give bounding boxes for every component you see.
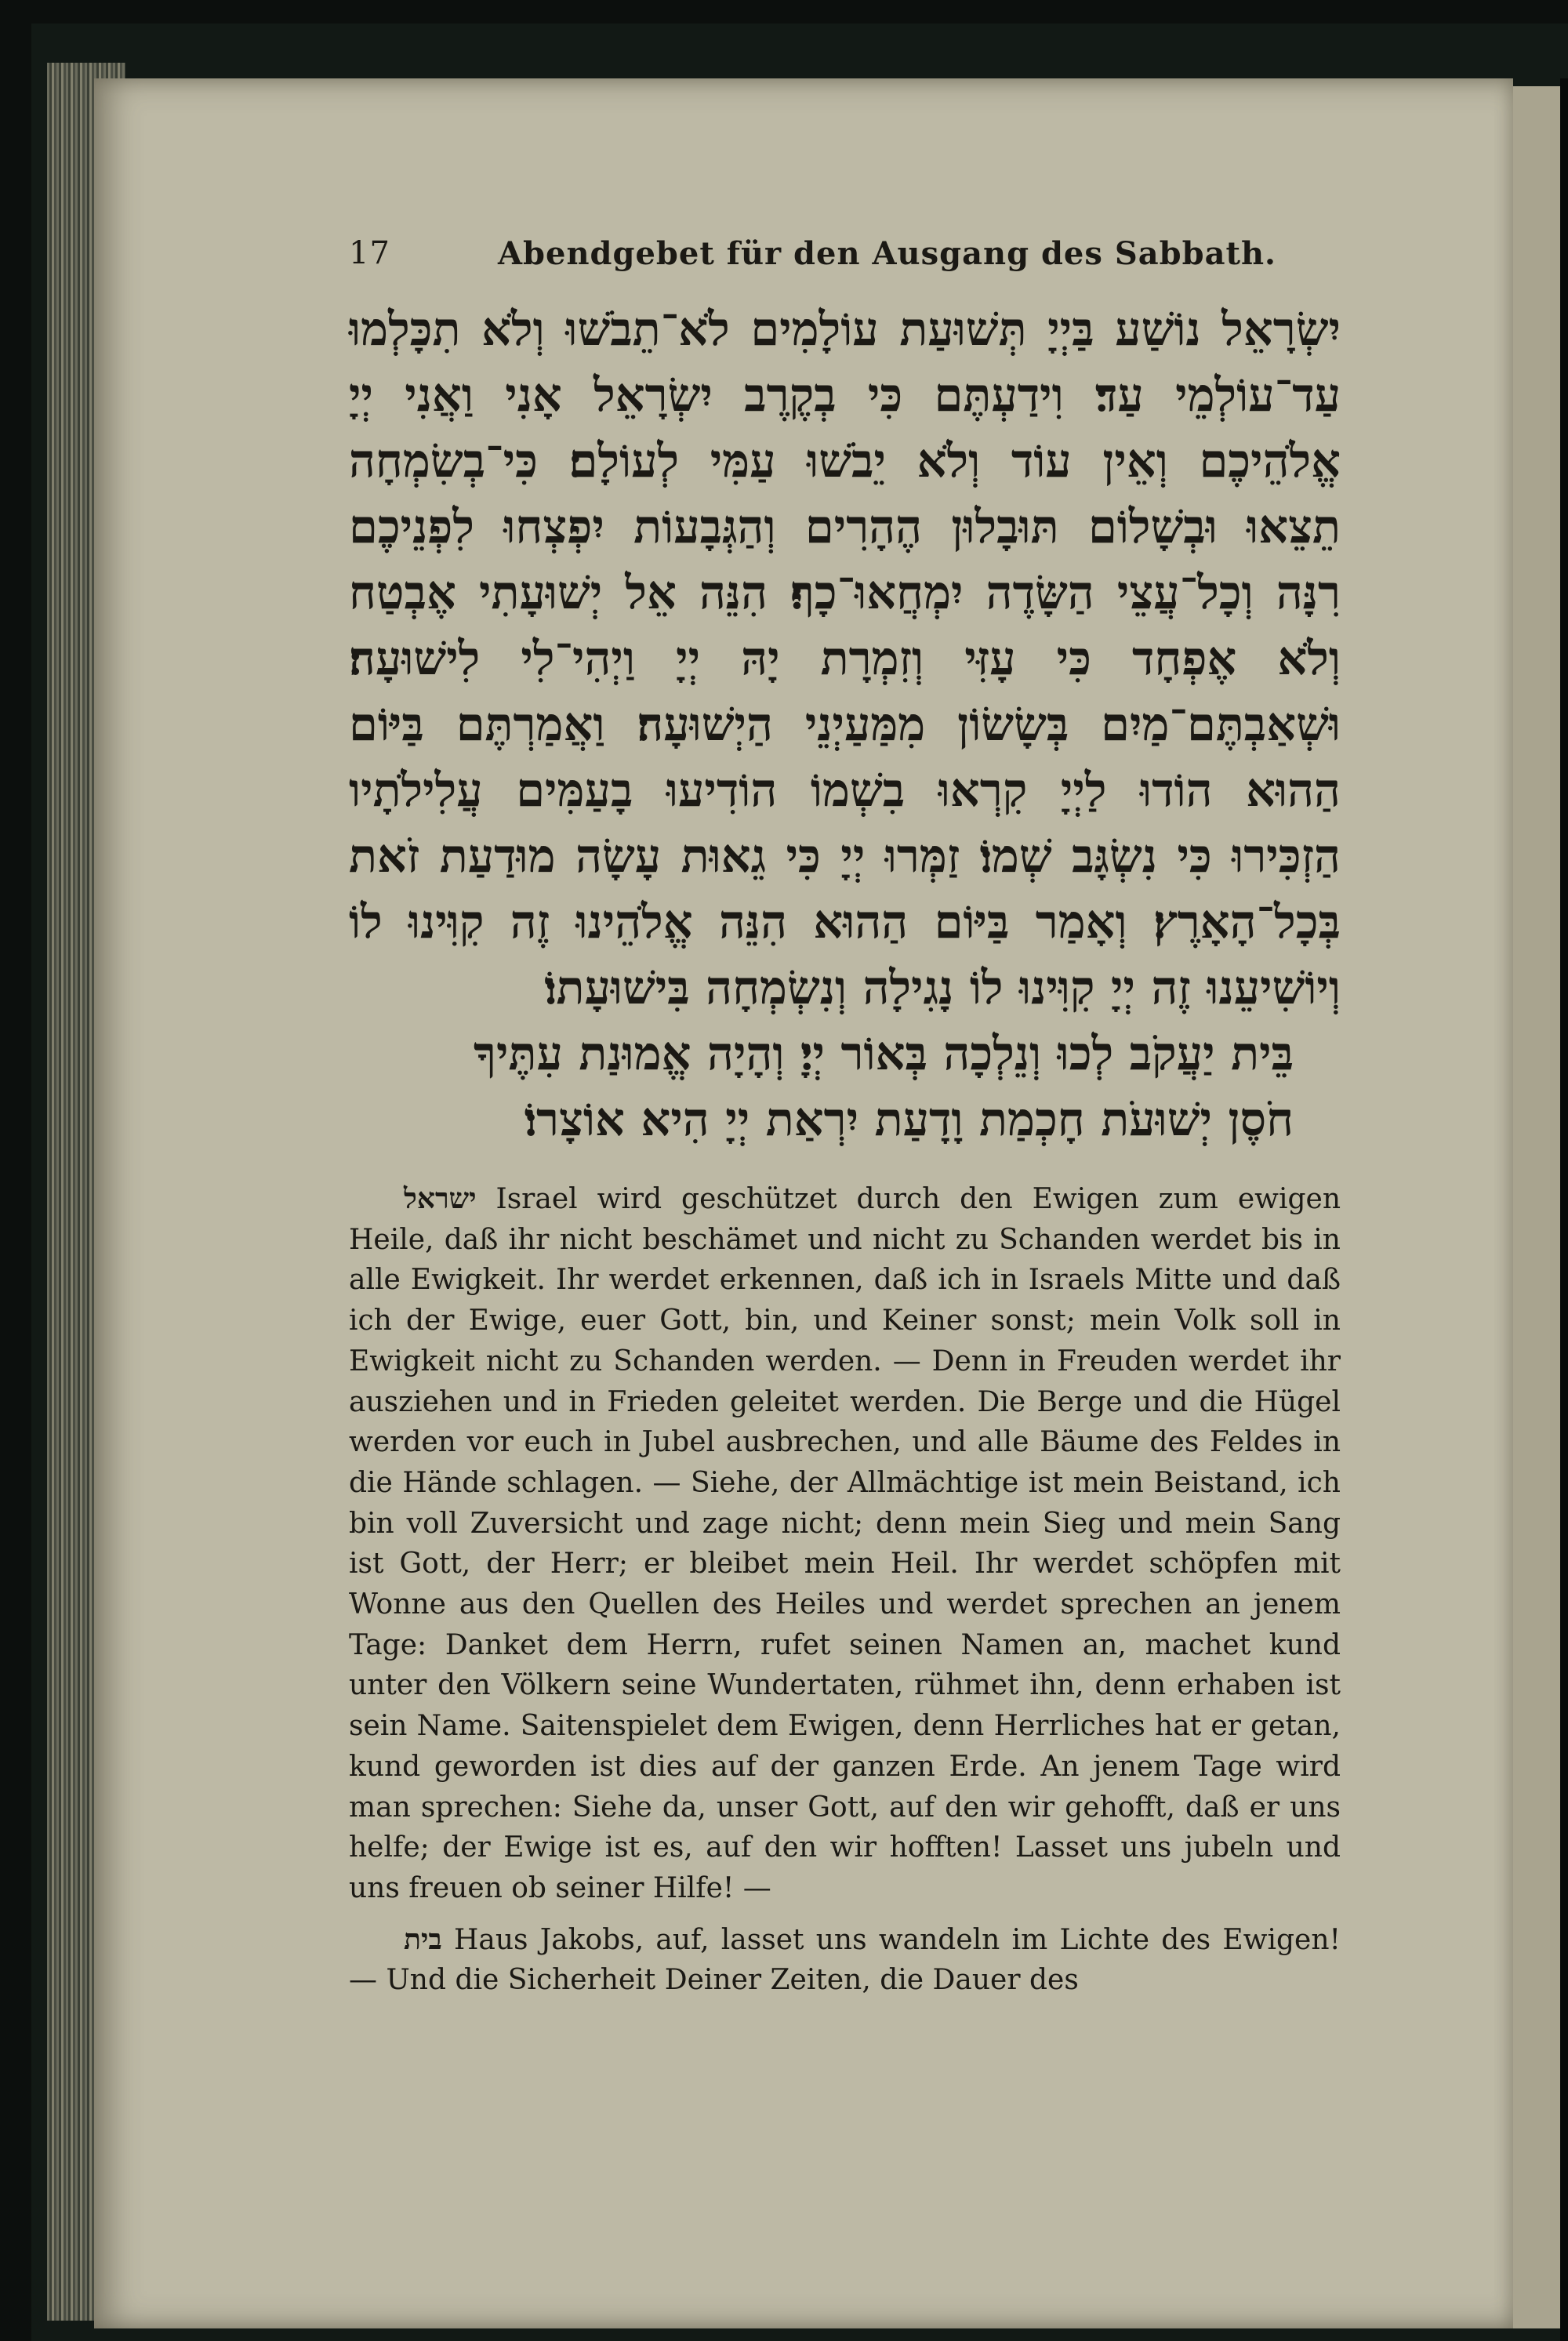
hebrew-paragraph-2	[349, 1021, 1341, 1152]
german-paragraph-1-text: Israel wird geschützet durch den Ewigen zum ewigen Heile, daß ihr nicht beschämet und nicht zu Schanden werdet bis in alle Ewigkeit. Ihr werdet erkennen, daß ich in Israels Mitte und daß ich der Ewige, euer Gott, bin, und Keiner sonst; mein Volk soll in Ewigkeit nicht zu Schanden werden. — Denn in Freuden werdet ihr ausziehen und in Frieden geleitet werden. Die Berge und die Hügel werden vor euch in Jubel ausbrechen, und alle Bäume des Feldes in die Hände schlagen. — Siehe, der Allmächtige ist mein Beistand, ich bin voll Zuversicht und zage nicht; denn mein Sieg und mein Sang ist Gott, der Herr; er bleibet mein Heil. Ihr werdet schöpfen mit Wonne aus den Quellen des Heiles und werdet sprechen an jenem Tage: Danket dem Herrn, rufet seinen Namen an, machet kund unter den Völkern seine Wundertaten, rühmet ihn, denn erhaben ist sein Name. Saitenspielet dem Ewigen, denn Herrliches hat er getan, kund geworden ist dies auf der ganzen Erde. An jenem Tage wird man sprechen: Siehe da, unser Gott, auf den wir gehofft, daß er uns helfe; der Ewige ist es, auf den wir hofften! Lasset uns jubeln und uns freuen ob seiner Hilfe! —	[349, 1183, 1341, 1904]
german-paragraph-1	[349, 1179, 1341, 1909]
running-head	[349, 235, 1341, 282]
scan-border	[1560, 78, 1568, 2341]
text-block	[349, 235, 1341, 2001]
hebrew-paragraph-2-line-2: חֹסֶן יְשׁוּעֹת חָכְמַת וָדָעַת יִרְאַת יְיָ הִיא אוֹצָרוֹ׃	[524, 1092, 1294, 1146]
german-paragraph-2	[349, 1920, 1341, 2001]
hebrew-text	[349, 296, 1341, 1152]
hebrew-paragraph-2-line-1: בֵּית יַעֲקֹב לְכוּ וְנֵלְכָה בְּאוֹר יְיָ׃ וְהָיָה אֱמוּנַת עִתֶּיךָ	[474, 1026, 1294, 1080]
german-translation	[349, 1179, 1341, 2001]
running-title: Abendgebet für den Ausgang des Sabbath.	[498, 235, 1276, 272]
hebrew-paragraph-1: יִשְׂרָאֵל נוֹשַׁע בַּיְיָ תְּשׁוּעַת עוֹלָמִים לֹא־תֵבֹשׁוּ וְלֹא תִכָּלְמוּ עַד־עוֹלְמֵי עַד׃ וִידַעְתֶּם כִּי בְקֶרֶב יִשְׂרָאֵל אָנִי וַאֲנִי יְיָ אֱלֹהֵיכֶם וְאֵין עוֹד וְלֹא יֵבֹשׁוּ עַמִּי לְעוֹלָם׃ כִּי־בְשִׂמְחָה תֵצֵאוּ וּבְשָׁלוֹם תּוּבָלוּן הֶהָרִים וְהַגְּבָעוֹת יִפְצְחוּ לִפְנֵיכֶם רִנָּה וְכָל־עֲצֵי הַשָּׂדֶה יִמְחֲאוּ־כָף׃ הִנֵּה אֵל יְשׁוּעָתִי אֶבְטַח וְלֹא אֶפְחָד כִּי עָזִּי וְזִמְרָת יָהּ יְיָ וַיְהִי־לִי לִישׁוּעָה׃ וּשְׁאַבְתֶּם־מַיִם בְּשָׂשׂוֹן מִמַּעַיְנֵי הַיְשׁוּעָה׃ וַאֲמַרְתֶּם בַּיּוֹם הַהוּא הוֹדוּ לַיְיָ קִרְאוּ בִשְׁמוֹ הוֹדִיעוּ בָעַמִּים עֲלִילֹתָיו הַזְכִּירוּ כִּי נִשְׂגָּב שְׁמוֹ׃ זַמְּרוּ יְיָ כִּי גֵאוּת עָשָׂה מוּדַעַת זֹאת בְּכָל־הָאָרֶץ׃ וְאָמַר בַּיּוֹם הַהוּא הִנֵּה אֱלֹהֵינוּ זֶה קִוִּינוּ לוֹ וְיוֹשִׁיעֵנוּ זֶה יְיָ קִוִּינוּ לוֹ נָגִילָה וְנִשְׂמְחָה בִּישׁוּעָתוֹ׃	[349, 302, 1341, 1014]
german-paragraph-1-keyword: ישראל	[404, 1182, 477, 1215]
german-paragraph-2-text: Haus Jakobs, auf, lasset uns wandeln im Lichte des Ewigen! — Und die Sicherheit Deiner Zeiten, die Dauer des	[349, 1923, 1341, 1997]
facing-page-edge	[1513, 86, 1560, 2328]
german-paragraph-2-keyword: בית	[404, 1922, 442, 1956]
page-number: 17	[349, 235, 390, 271]
